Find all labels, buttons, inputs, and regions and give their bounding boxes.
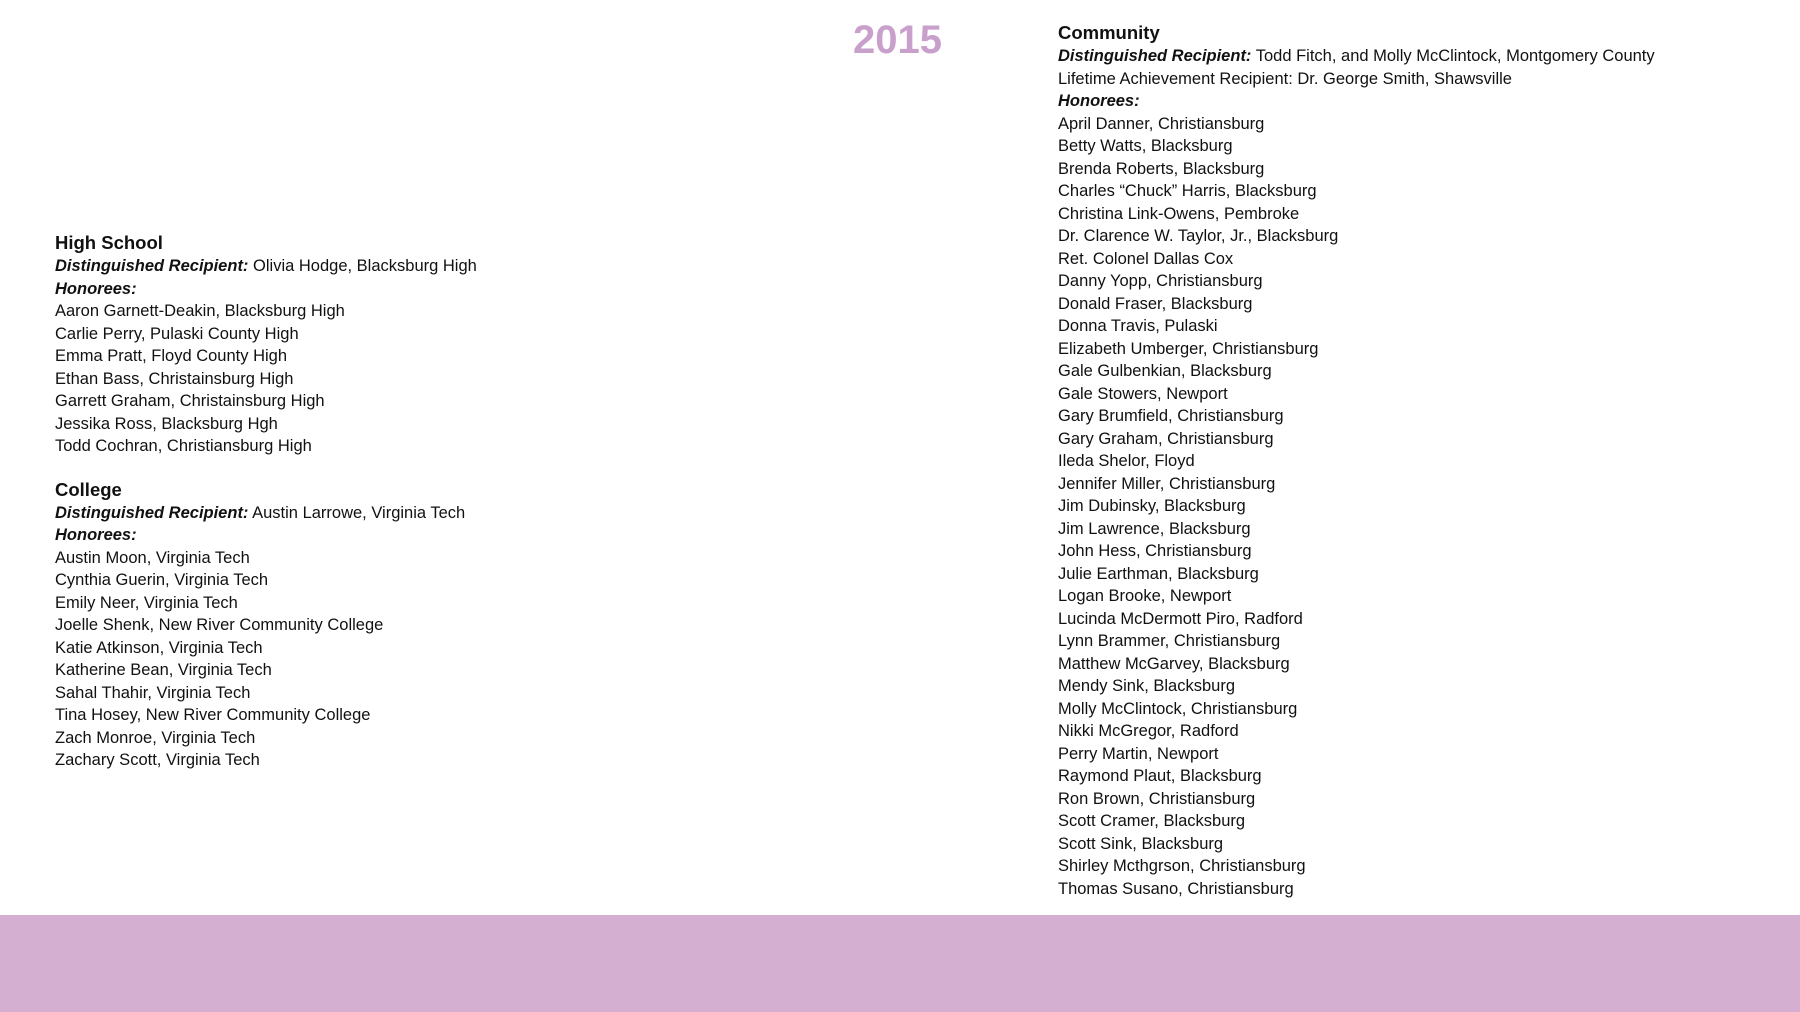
honoree-item: Sahal Thahir, Virginia Tech (55, 683, 251, 702)
community-title: Community (1058, 22, 1160, 43)
honoree-item: Zach Monroe, Virginia Tech (55, 728, 256, 747)
honoree-item: Gale Stowers, Newport (1058, 384, 1228, 403)
honoree-item: Ethan Bass, Christainsburg High (55, 369, 294, 388)
honoree-item: Danny Yopp, Christiansburg (1058, 272, 1263, 290)
honoree-item: Ret. Colonel Dallas Cox (1058, 249, 1234, 268)
honoree-item: Jennifer Miller, Christiansburg (1058, 474, 1276, 493)
distinguished-label: Distinguished Recipient: (55, 503, 249, 522)
year-heading: 2015 (853, 18, 942, 62)
honoree-item: Thomas Susano, Christiansburg (1058, 879, 1294, 898)
honoree-item: Cynthia Guerin, Virginia Tech (55, 571, 269, 589)
college-distinguished (55, 502, 855, 525)
honoree-item: Raymond Plaut, Blacksburg (1058, 767, 1262, 785)
community-lifetime-achievement: Lifetime Achievement Recipient: Dr. George Smith, Shawsville (1058, 69, 1512, 88)
community-distinguished (1058, 45, 1778, 68)
honoree-item: Molly McClintock, Christiansburg (1058, 699, 1298, 718)
honoree-item: Lucinda McDermott Piro, Radford (1058, 609, 1303, 628)
honoree-item: Matthew McGarvey, Blacksburg (1058, 654, 1290, 673)
honoree-item: Ileda Shelor, Floyd (1058, 452, 1195, 470)
college-title: College (55, 478, 122, 500)
honoree-item: Brenda Roberts, Blacksburg (1058, 159, 1265, 178)
distinguished-label: Distinguished Recipient: (1058, 47, 1252, 65)
honoree-item: Scott Cramer, Blacksburg (1058, 812, 1246, 830)
honoree-item: Scott Sink, Blacksburg (1058, 834, 1224, 853)
honoree-item: Gary Brumfield, Christiansburg (1058, 407, 1284, 425)
left-column (55, 231, 855, 772)
honoree-item: Dr. Clarence W. Taylor, Jr., Blacksburg (1058, 227, 1339, 245)
honoree-item: Garrett Graham, Christainsburg High (55, 392, 325, 410)
honoree-item: Jim Dubinsky, Blacksburg (1058, 497, 1246, 515)
college-honorees-list (55, 547, 855, 772)
honorees-label: Honorees: (55, 279, 137, 298)
honoree-item: Donna Travis, Pulaski (1058, 317, 1218, 335)
honoree-item: Carlie Perry, Pulaski County High (55, 324, 299, 343)
college-section (55, 478, 855, 772)
honoree-item: Katherine Bean, Virginia Tech (55, 661, 272, 679)
footer-band (0, 915, 1800, 1012)
honoree-item: Katie Atkinson, Virginia Tech (55, 638, 263, 657)
high-school-honorees-list (55, 300, 855, 458)
honoree-item: Emily Neer, Virginia Tech (55, 593, 238, 612)
honoree-item: Gale Gulbenkian, Blacksburg (1058, 362, 1272, 380)
honoree-item: Zachary Scott, Virginia Tech (55, 751, 260, 769)
honoree-item: Donald Fraser, Blacksburg (1058, 294, 1253, 313)
high-school-title: High School (55, 232, 163, 253)
right-column (1058, 21, 1778, 900)
honoree-item: Aaron Garnett-Deakin, Blacksburg High (55, 302, 345, 320)
honoree-item: Nikki McGregor, Radford (1058, 722, 1239, 740)
honoree-item: Ron Brown, Christiansburg (1058, 789, 1256, 808)
high-school-distinguished (55, 255, 855, 278)
honoree-item: Austin Moon, Virginia Tech (55, 548, 250, 567)
honorees-label: Honorees: (55, 526, 137, 544)
distinguished-value: Todd Fitch, and Molly McClintock, Montgomery County (1255, 47, 1655, 65)
honoree-item: Todd Cochran, Christiansburg High (55, 437, 312, 455)
distinguished-value: Austin Larrowe, Virginia Tech (252, 503, 466, 522)
honoree-item: Joelle Shenk, New River Community College (55, 616, 384, 634)
honoree-item: Charles “Chuck” Harris, Blacksburg (1058, 182, 1317, 200)
honoree-item: April Danner, Christiansburg (1058, 114, 1265, 133)
distinguished-value: Olivia Hodge, Blacksburg High (253, 257, 477, 275)
honoree-item: Gary Graham, Christiansburg (1058, 429, 1274, 448)
honoree-item: Betty Watts, Blacksburg (1058, 137, 1233, 155)
honoree-item: Shirley Mcthgrson, Christiansburg (1058, 857, 1306, 875)
honoree-item: Lynn Brammer, Christiansburg (1058, 632, 1281, 650)
honoree-item: Jim Lawrence, Blacksburg (1058, 519, 1251, 538)
honoree-item: Julie Earthman, Blacksburg (1058, 564, 1259, 583)
honoree-item: Christina Link-Owens, Pembroke (1058, 204, 1300, 223)
honorees-label: Honorees: (1058, 92, 1140, 110)
distinguished-label: Distinguished Recipient: (55, 257, 249, 275)
high-school-section (55, 231, 855, 458)
honoree-item: Jessika Ross, Blacksburg Hgh (55, 414, 278, 433)
honoree-item: Elizabeth Umberger, Christiansburg (1058, 339, 1319, 358)
honoree-item: Mendy Sink, Blacksburg (1058, 677, 1235, 695)
honoree-item: Tina Hosey, New River Community College (55, 706, 371, 724)
community-section (1058, 21, 1778, 900)
honoree-item: Emma Pratt, Floyd County High (55, 347, 287, 365)
honoree-item: John Hess, Christiansburg (1058, 542, 1252, 560)
honoree-item: Perry Martin, Newport (1058, 744, 1219, 763)
community-honorees-list (1058, 113, 1778, 901)
honoree-item: Logan Brooke, Newport (1058, 587, 1232, 605)
